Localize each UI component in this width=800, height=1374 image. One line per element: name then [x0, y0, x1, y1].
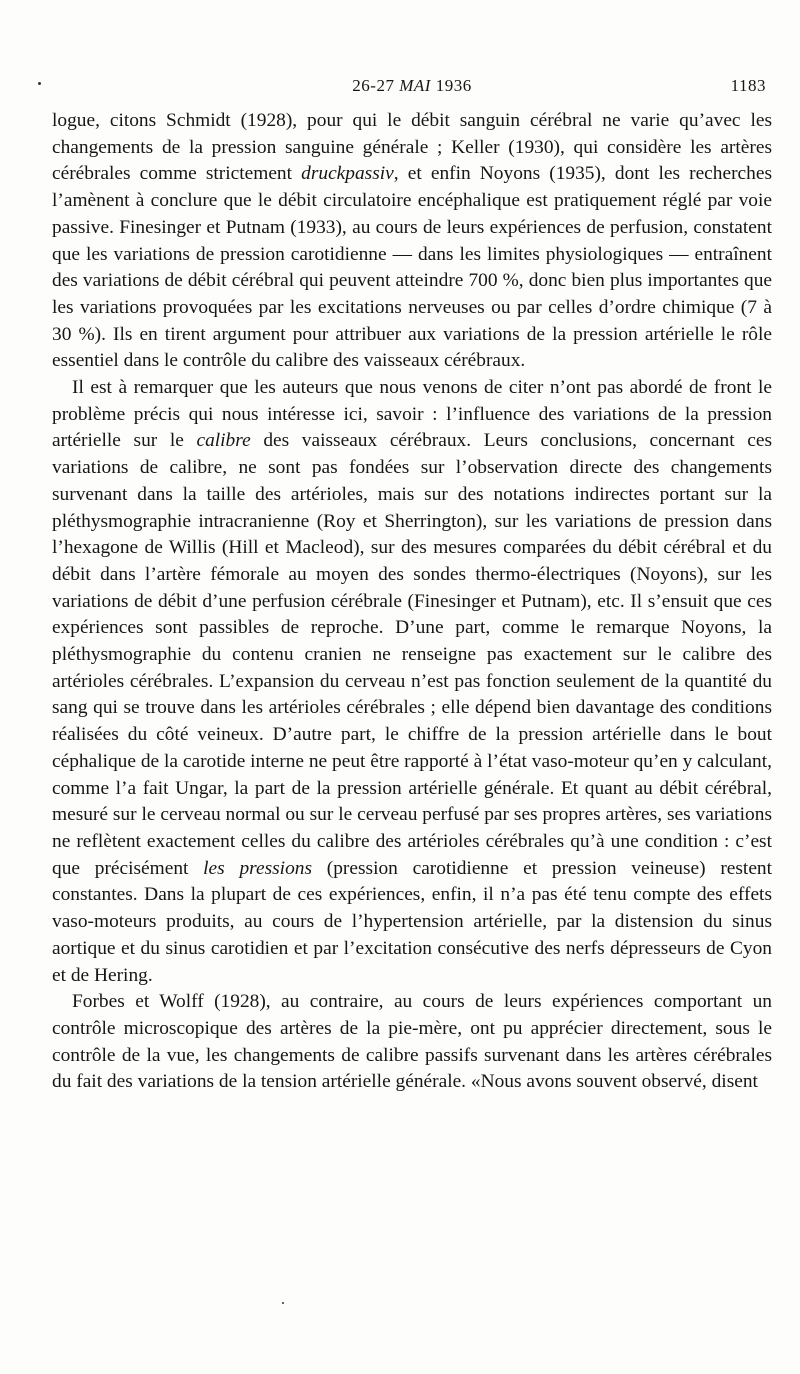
- text-run: des vaisseaux cérébraux. Leurs conclusions, concernant ces variations de calibre, ne sont pas fondées sur l’observation directe des changements survenant dans la taille des artérioles, mais sur des notations indirectes portant sur la pléthysmographie intracranienne (Roy et Sherrington), sur les variations de pression dans l’hexagone de Willis (Hill et Macleod), sur des mesures comparées du débit cérébral et du débit dans l’artère fémorale au moyen des sondes thermo-électriques (Noyons), sur les variations de débit d’une perfusion cérébrale (Finesinger et Putnam), etc. Il s’ensuit que ces expériences sont passibles de reproche. D’une part, comme le remarque Noyons, la pléthysmographie du contenu cranien ne renseigne pas exactement sur le calibre des artérioles cérébrales. L’expansion du cerveau n’est pas fonction seulement de la quantité du sang qui se trouve dans les artérioles cérébrales ; elle dépend bien davantage des conditions réalisées du côté veineux. D’autre part, le chiffre de la pression artérielle dans le bout céphalique de la carotide interne ne peut être rapporté à l’état vaso-moteur qu’en y calculant, comme l’a fait Ungar, la part de la pression artérielle générale. Et quant au débit cérébral, mesuré sur le cerveau normal ou sur le cerveau perfusé par ses propres artères, ses variations ne reflètent exactement celles du calibre des artérioles cérébrales qu’à une condition : c’est que précisément: [52, 430, 772, 879]
- paragraph: [52, 989, 772, 1096]
- margin-speck: [282, 1302, 284, 1304]
- text-run: Forbes et Wolff (1928), au contraire, au cours de leurs expériences comportant un contrôle microscopique des artères de la pie-mère, ont pu apprécier directement, sous le contrôle de la vue, les changements de calibre passifs survenant dans les artères cérébrales du fait des variations de la tension artérielle générale. «Nous avons souvent observé, disent: [52, 991, 772, 1093]
- text-run: Il est à remarquer que les auteurs que nous venons de citer n’ont pas abordé de front le problème précis qui nous intéresse ici, savoir : l’influence des variations de la pression artérielle sur le: [52, 377, 772, 452]
- body-text: [52, 108, 772, 1096]
- text-run: (pression carotidienne et pression veineuse) restent constantes. Dans la plupart de ces expériences, enfin, il n’a pas été tenu compte des effets vaso-moteurs produits, au cours de l’hypertension artérielle, par la distension du sinus aortique et du sinus carotidien et par l’excitation consécutive des nerfs dépresseurs de Cyon et de Hering.: [52, 857, 773, 986]
- text-run: , et enfin Noyons (1935), dont les recherches l’amènent à conclure que le débit circulatoire encéphalique est pratiquement réglé par voie passive. Finesinger et Putnam (1933), au cours de leurs expériences de perfusion, constatent que les variations de pression carotidienne — dans les limites physiologiques — entraînent des variations de débit cérébral qui peuvent atteindre 700 %, donc bien plus importantes que les variations provoquées par les excitations nerveuses ou par celles d’ordre chimique (7 à 30 %). Ils en tirent argument pour attribuer aux variations de la pression artérielle le rôle essentiel dans le contrôle du calibre des vaisseaux cérébraux.: [52, 163, 773, 372]
- paragraph: [52, 375, 772, 989]
- italic-term: les pressions: [203, 857, 313, 879]
- italic-term: calibre: [196, 430, 251, 452]
- paragraph: [52, 108, 772, 375]
- header-month: MAI: [399, 76, 431, 95]
- margin-speck: [38, 82, 41, 85]
- running-head-date: [52, 76, 772, 96]
- header-year: 1936: [430, 76, 472, 95]
- text-run: logue, citons Schmidt (1928), pour qui le débit sanguin cérébral ne varie qu’avec les changements de la pression sanguine générale ; Keller (1930), qui considère les artères cérébrales comme strictement: [52, 110, 772, 185]
- header-date-prefix: 26-27: [352, 76, 400, 95]
- running-head: [52, 72, 772, 100]
- page-number: 1183: [730, 76, 766, 95]
- italic-term: druckpassiv: [301, 163, 394, 185]
